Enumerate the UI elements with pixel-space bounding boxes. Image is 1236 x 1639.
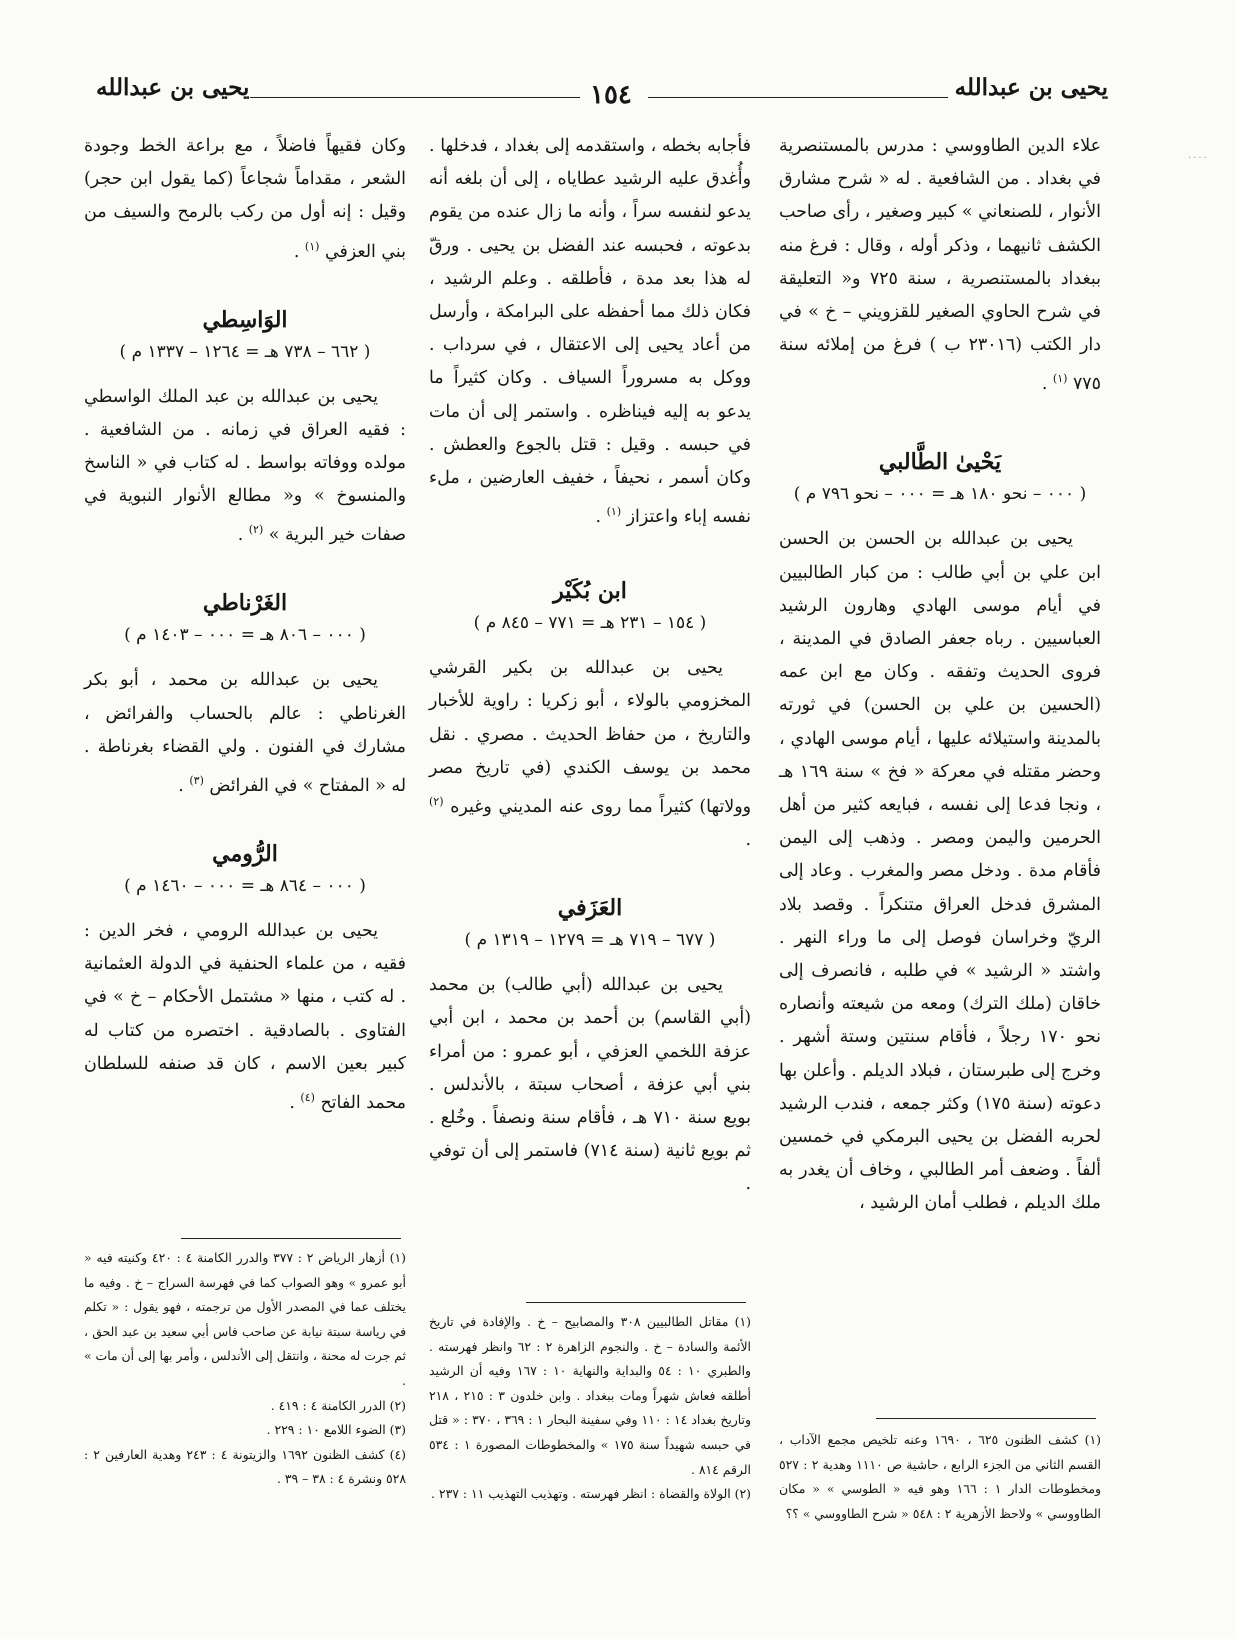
- footnote: (١) مقاتل الطالبيين ٣٠٨ والمصابيح – خ . والإفادة في تاريخ الأئمة والسادة – خ . والنجوم الزاهرة ٢ : ٦٢ وانظر فهرسته . والطبري ١٠ : ٥٤ والبداية والنهاية ١٠ : ١٦٧ وفيه أن الرشيد أطلقه فعاش شهراً ومات ببغداد . وابن خلدون ٣ : ٢١٥ ، ٢١٨ وتاريخ بغداد ١٤ : ١١٠ وفي سفينة البحار ١ : ٣٦٩ ، ٣٧٠ : « قتل في حبسه شهيداً سنة ١٧٥ » والمخطوطات المصورة ١ : ٥٣٤ الرقم ٨١٤ .: [429, 1314, 752, 1477]
- footnote: (٤) كشف الظنون ١٦٩٢ والزيتونة ٤ : ٢٤٣ وهدية العارفين ٢ : ٥٢٨ ونشرة ٤ : ٣٨ – ٣٩ .: [84, 1446, 406, 1487]
- continued-text: وكان فقيهاً فاضلاً ، مع براعة الخط وجودة الشعر ، مقداماً شجاعاً (كما يقول ابن حجر) وقيل : إنه أول من ركب بالرمح والسيف من بني العزفي $^{(١)}$ .: [84, 136, 406, 262]
- header-rule-right: [648, 97, 948, 98]
- footnote: (١) كشف الظنون ٦٢٥ ، ١٦٩٠ وعنه تلخيص مجمع الآداب ، القسم الثاني من الجزء الرابع ، حاشية ص ١١١٠ وهدية ٢ : ٥٢٧ ومخطوطات الدار ١ : ١٦٦ وهو فيه « الطوسي » « مكان الطاووسي » ولاحظ الأزهرية ٢ : ٥٤٨ « شرح الطاووسي » ؟؟: [779, 1432, 1102, 1521]
- entry-text-talibi: يحيى بن عبدالله بن الحسن بن الحسن ابن علي بن أبي طالب : من كبار الطالبيين في أيام موسى الهادي وهارون الرشيد العباسيين . رباه جعفر الصادق في المدينة ، فروى الحديث وتفقه . وكان مع ابن عمه (الحسين بن علي بن الحسن) في ثورته بالمدينة واستيلائه عليها ، أيام موسى الهادي ، وحضر مقتله في معركة « فخ » سنة ١٦٩ هـ ، ونجا فدعا إلى نفسه ، فبايعه كثير من أهل الحرمين واليمن ومصر . وذهب إلى اليمن فأقام مدة . ودخل مصر والمغرب . وعاد إلى المشرق فدخل العراق متنكراً . وقصد بلاد الريّ وخراسان فوصل إلى ما وراء النهر . واشتد « الرشيد » في طلبه ، فانصرف إلى خاقان (ملك الترك) ومعه من شيعته وأنصاره نحو ١٧٠ رجلاً ، فأقام سنتين وستة أشهر . وخرج إلى طبرستان ، فبلاد الديلم . وأعلن بها دعوته (سنة ١٧٥) وكثر جمعه ، فندب الرشيد لحربه الفضل بن يحيى البرمكي في خمسين ألفاً . وضعف أمر الطالبي ، وخاف أن يغدر به ملك الديلم ، فطلب أمان الرشيد ،: [779, 529, 1102, 1214]
- entry-dates-azafi: ( ٦٧٧ – ٧١٩ هـ = ١٢٧٩ – ١٣١٩ م ): [464, 930, 716, 951]
- entry-dates-wasiti: ( ٦٦٢ – ٧٣٨ هـ = ١٢٦٤ – ١٣٣٧ م ): [119, 341, 371, 362]
- footnote: (٢) الولاة والقضاة : انظر فهرسته . وتهذيب التهذيب ١١ : ٢٣٧ .: [431, 1486, 751, 1502]
- entry-text-azafi: يحيى بن عبدالله (أبي طالب) بن محمد (أبي القاسم) بن أحمد بن محمد ، ابن أبي عزفة اللخمي العزفي ، أبو عمرو : من أمراء بني أبي عزفة ، أصحاب سبتة ، بالأندلس . بويع سنة ٧١٠ هـ ، فأقام سنة ونصفاً . وخُلع . ثم بويع ثانية (سنة ٧١٤) فاستمر إلى أن توفي .: [429, 975, 751, 1195]
- footnote: (٢) الدرر الكامنة ٤ : ٤١٩ .: [270, 1397, 406, 1413]
- entry-text-rumi: يحيى بن عبدالله الرومي ، فخر الدين : فقيه ، من علماء الحنفية في الدولة العثمانية . له كتب ، منها « مشتمل الأحكام – خ » في الفتاوى . بالصادقية . اختصره من كتاب له كبير بعين الاسم ، كان قد صنفه للسلطان محمد الفاتح $^{(٤)}$ .: [84, 921, 406, 1113]
- header-rule-left: [250, 97, 580, 98]
- footnote-rule-right: [876, 1418, 1096, 1419]
- continued-text: علاء الدين الطاووسي : مدرس بالمستنصرية في بغداد . من الشافعية . له « شرح مشارق الأنوار ، للصنعاني » كبير وصغير ، رأى صاحب الكشف ثانيهما ، وذكر أوله ، وقال : فرغ منه ببغداد بالمستنصرية ، سنة ٧٢٥ و« التعليقة في شرح الحاوي الصغير للقزويني – خ » في دار الكتب (٢٣٠١٦ ب ) فرغ من إملائه سنة ٧٧٥ $^{(١)}$ .: [779, 136, 1102, 395]
- running-title-left: يحيى بن عبدالله: [96, 74, 250, 101]
- entry-title-wasiti: الوَاسِطي: [202, 306, 288, 333]
- entry-title-ibn-bukayr: ابن بُكَيْر: [553, 578, 627, 605]
- footnote-rule-left: [181, 1238, 401, 1239]
- entry-title-gharnati: الغَرْناطي: [202, 590, 288, 617]
- footnotes-middle: [429, 1310, 751, 1507]
- entry-dates-ibn-bukayr: ( ١٥٤ – ٢٣١ هـ = ٧٧١ – ٨٤٥ م ): [473, 613, 707, 634]
- column-middle: [429, 130, 751, 1202]
- footnote-rule-middle: [526, 1302, 746, 1303]
- entry-title-talibi: يَحْيىٰ الطَّالبي: [878, 449, 1002, 476]
- column-left: [84, 130, 406, 1120]
- entry-dates-rumi: ( ٠٠٠ – ٨٦٤ هـ = ٠٠٠ – ١٤٦٠ م ): [124, 876, 366, 897]
- running-title-right: يحيى بن عبدالله: [954, 74, 1108, 101]
- entry-title-azafi: العَزَفي: [557, 895, 623, 922]
- footnote: (١) أزهار الرياض ٢ : ٣٧٧ والدرر الكامنة ٤ : ٤٢٠ وكنيته فيه « أبو عمرو » وهو الصواب كما في فهرسة السراج – خ . وفيه ما يختلف عما في المصدر الأول من ترجمته ، فهو يقول : « تكلم في رياسة سبتة نيابة عن صاحب فاس أبي سعيد بن عبد الحق ، ثم جرت له محنة ، وانتقل إلى الأندلس ، وأمر بها إلى أن مات » .: [84, 1250, 406, 1388]
- entry-text-ibn-bukayr: يحيى بن عبدالله بن بكير القرشي المخزومي بالولاء ، أبو زكريا : راوية للأخبار والتاريخ ، من حفاظ الحديث . مصري . نقل محمد بن يوسف الكندي (في تاريخ مصر وولاتها) كثيراً مما روى عنه المديني وغيره $^{(٢)}$ .: [429, 658, 752, 851]
- footnote: (٣) الضوء اللامع ١٠ : ٢٢٩ .: [266, 1422, 406, 1438]
- entry-dates-talibi: ( ٠٠٠ – نحو ١٨٠ هـ = ٠٠٠ – نحو ٧٩٦ م ): [793, 484, 1087, 505]
- entry-text-wasiti: يحيى بن عبدالله بن عبد الملك الواسطي : فقيه العراق في زمانه . من الشافعية . مولده ووفاته بواسط . له كتاب في « الناسخ والمنسوخ » و« مطالع الأنوار النبوية في صفات خير البرية » $^{(٢)}$ .: [84, 386, 406, 546]
- entry-text-gharnati: يحيى بن عبدالله بن محمد ، أبو بكر الغرناطي : عالم بالحساب والفرائض ، مشارك في الفنون . ولي القضاء بغرناطة . له « المفتاح » في الفرائض $^{(٣)}$ .: [84, 670, 406, 796]
- entry-title-rumi: الرُّومي: [212, 841, 278, 868]
- margin-mark: ....: [1188, 150, 1209, 161]
- footnotes-left: [84, 1246, 406, 1492]
- page-number: ١٥٤: [590, 80, 632, 110]
- footnotes-right: [779, 1428, 1101, 1526]
- entry-dates-gharnati: ( ٠٠٠ – ٨٠٦ هـ = ٠٠٠ – ١٤٠٣ م ): [124, 625, 366, 646]
- column-right: [779, 130, 1101, 1221]
- continued-text: فأجابه بخطه ، واستقدمه إلى بغداد ، فدخلها . وأُغدق عليه الرشيد عطاياه ، إلى أن بلغه أنه يدعو لنفسه سراً ، وأنه ما زال عنده من يقوم بدعوته ، فحبسه عند الفضل بن يحيى . ورقّ له هذا بعد مدة ، فأطلقه . وعلم الرشيد ، فكان ذلك مما أحفظه على البرامكة ، وأرسل من أعاد يحيى إلى الاعتقال ، في سرداب . ووكل به مسروراً السياف . وكان كثيراً ما يدعو به إليه فيناظره . واستمر إلى أن مات في حبسه . وقيل : قتل بالجوع والعطش . وكان أسمر ، نحيفاً ، خفيف العارضين ، ملء نفسه إباء واعتزاز $^{(١)}$ .: [429, 136, 751, 528]
